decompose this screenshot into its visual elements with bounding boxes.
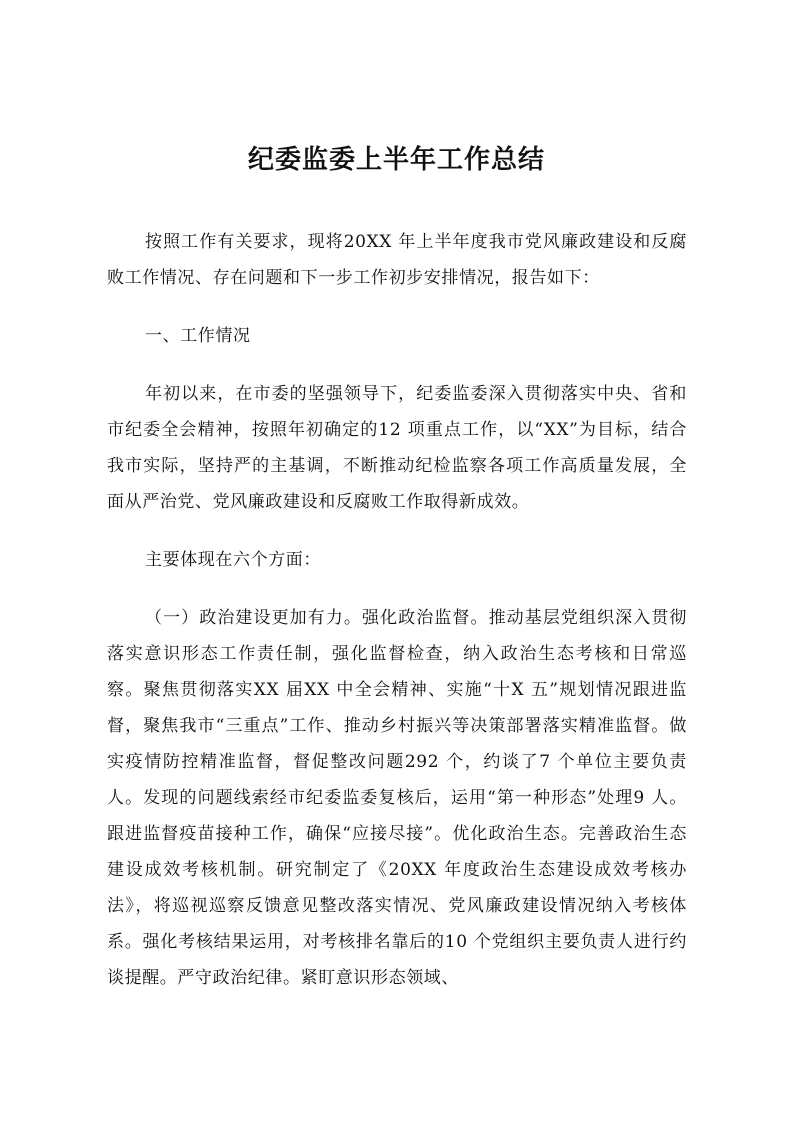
political-construction-paragraph: （一）政治建设更加有力。强化政治监督。推动基层党组织深入贯彻落实意识形态工作责任制，强化监督检查，纳入政治生态考核和日常巡察。聚焦贯彻落实XX 届XX 中全会精神、实施“十X 五”规划情况跟进监督，聚焦我市“三重点”工作、推动乡村振兴等决策部署落实精准监督。做实疫情防控精准监督，督促整改问题292 个，约谈了7 个单位主要负责人。发现的问题线索经市纪委监委复核后，运用“第一种形态”处理9 人。跟进监督疫苗接种工作，确保“应接尽接”。优化政治生态。完善政治生态建设成效考核机制。研究制定了《20XX 年度政治生态建设成效考核办法》，将巡视巡察反馈意见整改落实情况、党风廉政建设情况纳入考核体系。强化考核结果运用，对考核排名靠后的10 个党组织主要负责人进行约谈提醒。严守政治纪律。紧盯意识形态领域、 bbox=[107, 608, 687, 988]
aspects-intro-paragraph: 主要体现在六个方面： bbox=[145, 550, 321, 570]
section-heading: 一、工作情况 bbox=[145, 326, 251, 346]
overview-paragraph: 年初以来，在市委的坚强领导下，纪委监委深入贯彻落实中央、省和市纪委全会精神，按照年初确定的12 项重点工作，以“XX”为目标，结合我市实际，坚持严的主基调，不断推动纪检监察各项工作高质量发展，全面从严治党、党风廉政建设和反腐败工作取得新成效。 bbox=[107, 384, 687, 512]
document-title: 纪委监委上半年工作总结 bbox=[247, 145, 545, 175]
intro-paragraph: 按照工作有关要求，现将20XX 年上半年度我市党风廉政建设和反腐败工作情况、存在问题和下一步工作初步安排情况，报告如下： bbox=[107, 232, 687, 288]
document-body bbox=[107, 224, 687, 1018]
